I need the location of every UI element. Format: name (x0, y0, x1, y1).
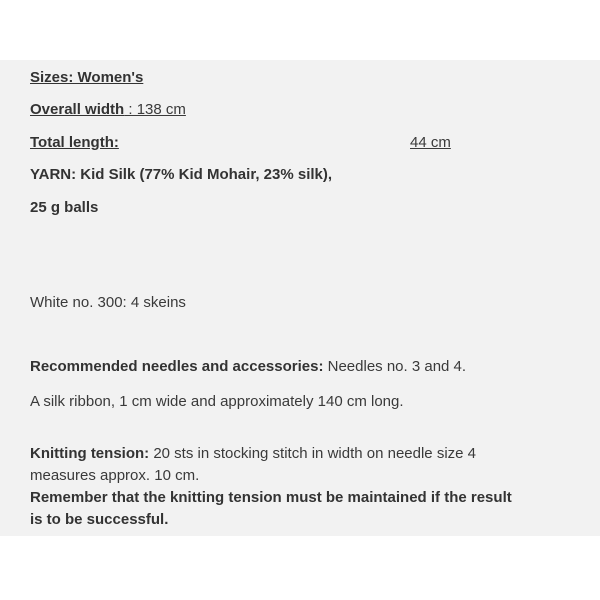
yarn-line-1: YARN: Kid Silk (77% Kid Mohair, 23% silk), (30, 166, 333, 183)
tension-value-2: measures approx. 10 cm. (30, 467, 200, 484)
overall-width-value: : 138 cm (124, 101, 186, 118)
tension-note-2: is to be successful. (30, 511, 169, 528)
yarn-line-2: 25 g balls (30, 199, 99, 216)
overall-width-row (30, 100, 186, 120)
tension-label: Knitting tension: (30, 445, 150, 462)
total-length-row (30, 133, 451, 153)
needles-label: Recommended needles and accessories: (30, 358, 324, 375)
overall-width-label: Overall width (30, 101, 125, 118)
total-length-value: 44 cm (410, 134, 451, 151)
tension-note-1: Remember that the knitting tension must be maintained if the result (30, 489, 512, 506)
ribbon-line: A silk ribbon, 1 cm wide and approximately 140 cm long. (30, 393, 404, 410)
needles-row (30, 357, 466, 377)
total-length-label: Total length: (30, 134, 119, 151)
colour-quantity: White no. 300: 4 skeins (30, 294, 186, 311)
pattern-info-panel (0, 60, 600, 536)
sizes-heading: Sizes: Women's (30, 69, 144, 86)
tension-value-1: 20 sts in stocking stitch in width on needle size 4 (149, 445, 476, 462)
needles-value: Needles no. 3 and 4. (323, 358, 467, 375)
tension-row-1 (30, 444, 476, 464)
